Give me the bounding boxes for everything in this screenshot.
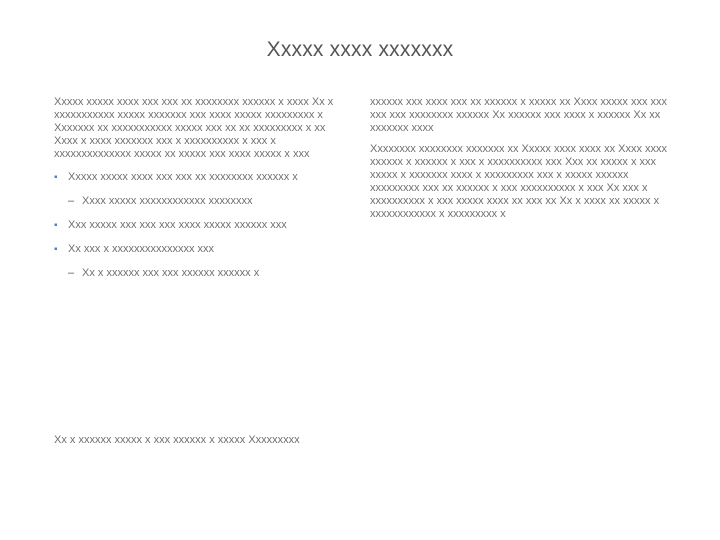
bullet-text: Xx xxx x xxxxxxxxxxxxxxx xxx: [68, 243, 215, 255]
dash-bullet-icon: –: [68, 195, 75, 207]
square-bullet-icon: ▪: [54, 220, 58, 231]
bullet-list: [54, 171, 348, 280]
right-paragraph: Xxxxxxxx xxxxxxxx xxxxxxx xx Xxxxx xxxx xxxx xx Xxxx xxxx xxxxxx x xxxxxx x xxx x xxxxxxxxxx xxx Xxx xx xxxxx x xxx xxxxx x xxxxxxx xxxx x xxxxxxxxx xxx x xxxxx xxxxxx xxxxxxxxx xxx xx xxxxxx x xxx xxxxxxxxxx x xxx Xx xxx x xxxxxxxxxx x xxx xxxxx xxxx xx xxx xx Xx x xxxx xx xxxxx x xxxxxxxxxxxx x xxxxxxxxx x: [370, 143, 668, 220]
right-column: [370, 96, 668, 229]
left-column: [54, 96, 348, 291]
bullet-item: [54, 171, 348, 184]
sub-bullet-item: [54, 267, 348, 280]
square-bullet-icon: ▪: [54, 172, 58, 183]
square-bullet-icon: ▪: [54, 244, 58, 255]
sub-bullet-text: Xxxx xxxxx xxxxxxxxxxxx xxxxxxxx: [82, 195, 253, 207]
right-paragraph: xxxxxx xxx xxxx xxx xx xxxxxx x xxxxx xx Xxxx xxxxx xxx xxx xxx xxx xxxxxxxx xxxxxx Xx xxxxxx xxx xxxx x xxxxxx Xx xx xxxxxxx xxxx: [370, 96, 668, 134]
sub-bullet-text: Xx x xxxxxx xxx xxx xxxxxx xxxxxx x: [82, 267, 260, 279]
sub-bullet-item: [54, 195, 348, 208]
bullet-item: [54, 243, 348, 256]
dash-bullet-icon: –: [68, 267, 75, 279]
left-paragraph: Xxxxx xxxxx xxxx xxx xxx xx xxxxxxxx xxxxxx x xxxx Xx x xxxxxxxxxxx xxxxx xxxxxxx xxx xxxx xxxxx xxxxxxxxx x Xxxxxxx xx xxxxxxxxxxx xxxxx xxx xx xx xxxxxxxxx x xx Xxxx x xxxx xxxxxxx xxx x xxxxxxxxxx x xxx x xxxxxxxxxxxxxx xxxxx xx xxxxx xxx xxxx xxxxx x xxx: [54, 96, 334, 160]
bullet-text: Xxxxx xxxxx xxxx xxx xxx xx xxxxxxxx xxxxxx x: [68, 171, 298, 183]
footer-note: Xx x xxxxxx xxxxx x xxx xxxxxx x xxxxx Xxxxxxxxx: [54, 434, 300, 446]
bullet-text: Xxx xxxxx xxx xxx xxx xxxx xxxxx xxxxxx xxx: [68, 219, 287, 231]
bullet-item: [54, 219, 348, 232]
slide-title: Xxxxx xxxx xxxxxxx: [266, 38, 454, 61]
